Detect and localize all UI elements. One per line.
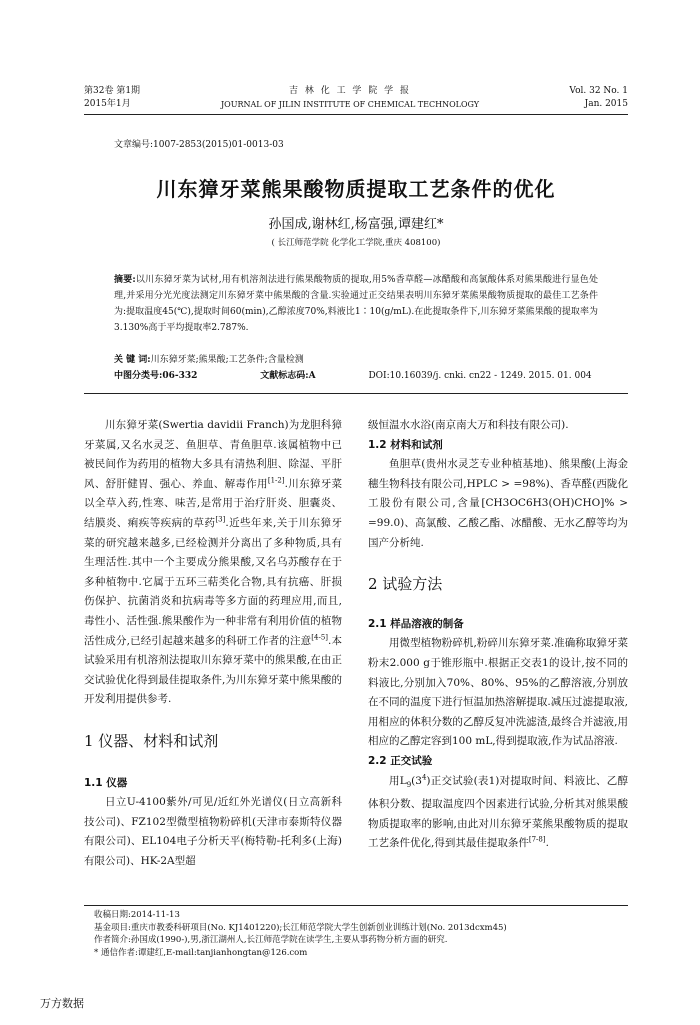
abstract xyxy=(114,272,598,336)
journal-name xyxy=(200,85,500,111)
volume-issue-en: Vol. 32 No. 1 xyxy=(569,86,628,96)
corresponding-author: * 通信作者:谭建红,E-mail:tanjianhongtan@126.com xyxy=(94,947,308,958)
citation-3: [4-5] xyxy=(311,633,328,642)
subsection-heading-1-1: 1.1 仪器 xyxy=(84,776,128,789)
paper-title: 川东獐牙菜熊果酸物质提取工艺条件的优化 xyxy=(156,177,556,201)
ortho-superscript: 4 xyxy=(421,773,427,781)
subsection-heading-1-2: 1.2 材料和试剂 xyxy=(368,438,443,451)
sample-prep-paragraph: 用微型植物粉碎机,粉碎川东獐牙菜.准确称取獐牙菜粉末2.000 g于锥形瓶中.根据正交表1的设计,按不同的料液比,分别加入70%、80%、95%的乙醇溶液,分别放在不同的温度下进行恒温加热溶解提取.减压过滤提取液,用相应的体积分数的乙醇反复冲洗滤渣,最终合并滤液,用相应的乙醇定容到100 mL,得到提取液,作为试品溶液. xyxy=(368,637,628,748)
section-heading-2: 2 试验方法 xyxy=(368,575,443,594)
document-code: 文献标志码:A xyxy=(260,371,316,381)
article-number: 文章编号:1007-2853(2015)01-0013-03 xyxy=(114,140,284,150)
ortho-end: . xyxy=(545,837,549,850)
citation-4: [7-8] xyxy=(528,835,546,844)
keywords xyxy=(114,352,598,365)
classification-line xyxy=(114,368,598,381)
ortho-subscript: 9 xyxy=(406,780,412,789)
footnote-rule xyxy=(84,905,628,906)
intro-text-4: .本试验采用有机溶剂法提取川东獐牙菜中的熊果酸,在由正交试验优化得到最佳提取条件,为川东獐牙菜中熊果酸的开发利用提供参考. xyxy=(84,634,342,706)
materials-paragraph: 鱼胆草(贵州水灵芝专业种植基地)、熊果酸(上海金穗生物科技有限公司,HPLC > =98%)、香草醛(西陇化工股份有限公司,含量[CH3OC6H3(OH)CHO]% > =99.0)、高氯酸、乙酸乙酯、冰醋酸、无水乙醇等均为国产分析纯. xyxy=(368,458,628,549)
intro-text-3: .近些年来,关于川东獐牙菜的研究越来越多,已经检测并分离出了多种物质,具有生理活性.其中一个主要成分熊果酸,又名乌苏酸存在于多种植物中.它属于五环三萜类化合物,具有抗癌、肝损伤保护、抗菌消炎和抗病毒等多方面的药理应用,而且,毒性小、活性强.熊果酸作为一种非常有利用价值的植物活性成分,已经引起越来越多的科研工作者的注意 xyxy=(84,516,342,647)
ortho-text-2: )正交试验(表1)对提取时间、料液比、乙醇体积分数、提取温度四个因素进行试验,分析其对熊果酸物质提取率的影响,由此对川东獐牙菜熊果酸物质的提取工艺条件优化,得到其最佳提取条件 xyxy=(368,774,628,850)
affiliation: ( 长江师范学院 化学化工学院,重庆 408100) xyxy=(271,238,441,248)
source-watermark: 万方数据 xyxy=(40,997,84,1010)
abstract-text: 以川东獐牙菜为试材,用有机溶剂法进行熊果酸物质的提取,用5%香草醛—冰醋酸和高氯酸体系对熊果酸进行显色处理,并采用分光光度法测定川东獐牙菜中熊果酸的含量.实验通过正交结果表明川东獐牙菜熊果酸物质提取的最佳工艺条件为:提取温度45(℃),提取时间60(min),乙醇浓度70%,料液比1∶10(g/mL).在此提取条件下,川东獐牙菜熊果酸的提取率为3.130%高于平均提取率2.787%. xyxy=(114,275,598,333)
section-heading-1: 1 仪器、材料和试剂 xyxy=(84,731,219,750)
footnotes xyxy=(94,909,628,959)
volume-issue-cn: 第32卷 第1期 xyxy=(84,86,141,96)
journal-name-cn: 吉 林 化 工 学 院 学 报 xyxy=(288,86,412,96)
right-column xyxy=(368,416,628,854)
intro-text-2: .川东獐牙菜以全草入药,性寒、味苦,是常用于治疗肝炎、胆囊炎、结膜炎、痢疾等疾病的草药 xyxy=(84,477,343,529)
header-volume-en xyxy=(569,85,628,111)
date-cn: 2015年1月 xyxy=(84,99,131,109)
funding-note: 基金项目:重庆市教委科研项目(No. KJ1401220);长江师范学院大学生创新创业训练计划(No. 2013dcxm45) xyxy=(94,922,507,933)
citation-2: [3] xyxy=(215,515,226,524)
header-volume-cn xyxy=(84,85,140,111)
doi: DOI:10.16039/j. cnki. cn22 - 1249. 2015. 01. 004 xyxy=(368,371,592,381)
author-bio: 作者简介:孙国成(1990-),男,浙江湖州人,长江师范学院在读学生,主要从事药物分析方面的研究. xyxy=(94,935,448,945)
date-en: Jan. 2015 xyxy=(584,99,628,109)
journal-name-en: JOURNAL OF JILIN INSTITUTE OF CHEMICAL TECHNOLOGY xyxy=(220,100,480,109)
instruments-continued: 级恒温水水浴(南京南大万和科技有限公司). xyxy=(368,419,569,431)
subsection-heading-2-1: 2.1 样品溶液的制备 xyxy=(368,617,464,630)
ortho-text-1: 用L xyxy=(389,774,407,787)
abstract-rule xyxy=(84,393,628,394)
intro-text-1: 川东獐牙菜(Swertia davidii Franch)为龙胆科獐牙菜属,又名水灵芝、鱼胆草、青鱼胆草.该属植物中已被民间作为药用的植物大多具有清热利胆、除湿、平肝风、舒肝健胃、强心、养血、解毒作用 xyxy=(84,419,342,490)
orthogonal-paragraph xyxy=(368,772,628,854)
intro-paragraph xyxy=(84,416,342,710)
clc-number: 中图分类号:06-332 xyxy=(114,371,198,381)
abstract-label: 摘要: xyxy=(114,275,136,285)
received-date: 收稿日期:2014-11-13 xyxy=(94,910,180,920)
header-rule xyxy=(84,114,628,115)
citation-1: [1-2] xyxy=(267,476,285,485)
instruments-paragraph: 日立U-4100紫外/可见/近红外光谱仪(日立高新科技公司)、FZ102型微型植物粉碎机(天津市泰斯特仪器有限公司)、EL104电子分析天平(梅特勒-托利多(上海)有限公司)、HK-2A型超 xyxy=(84,796,342,867)
author-list: 孙国成,谢林红,杨富强,谭建红* xyxy=(268,217,444,232)
subsection-heading-2-2: 2.2 正交试验 xyxy=(368,754,433,767)
keywords-text: 川东獐牙菜;熊果酸;工艺条件;含量检测 xyxy=(150,355,304,365)
keywords-label: 关 键 词: xyxy=(114,355,151,365)
ortho-paren: (3 xyxy=(411,774,422,787)
left-column xyxy=(84,416,342,871)
